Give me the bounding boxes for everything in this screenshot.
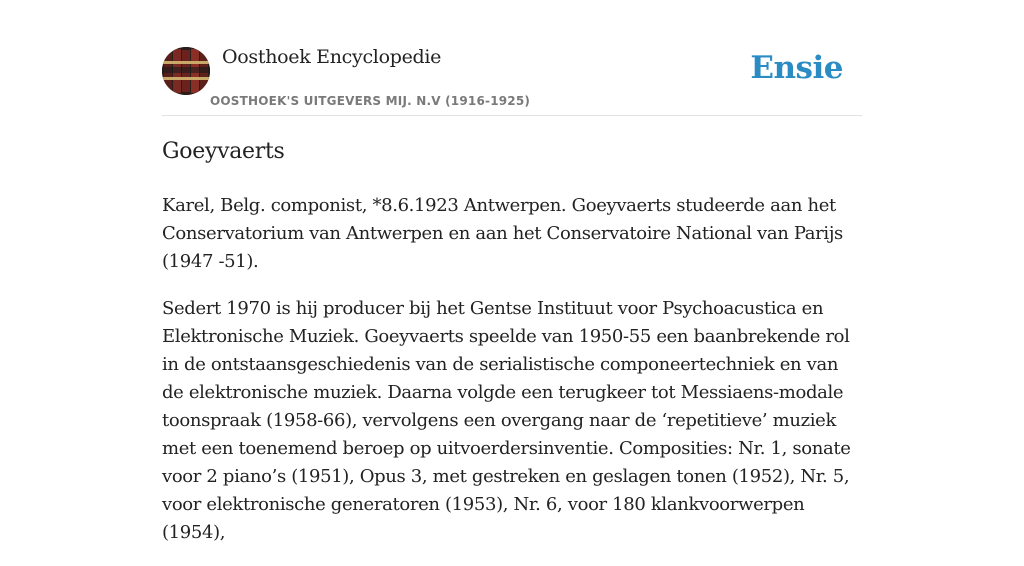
article-paragraph: Karel, Belg. componist, *8.6.1923 Antwerpen. Goeyvaerts studeerde aan het Conservatorium van Antwerpen en aan het Conservatoire National van Parijs (1947 -51). bbox=[162, 195, 843, 272]
article-body bbox=[162, 192, 862, 566]
site-name[interactable]: Oosthoek Encyclopedie bbox=[222, 46, 442, 68]
ensie-logo[interactable]: Ensie bbox=[750, 50, 843, 86]
article-paragraph: Sedert 1970 is hij producer bij het Gentse Instituut voor Psychoacustica en Elektronische Muziek. Goeyvaerts speelde van 1950-55 een baanbrekende rol in de ontstaansgeschiedenis van de serialistische componeertechniek en van de elektronische muziek. Daarna volgde een terugkeer tot Messiaens-modale toonspraak (1958-66), vervolgens een overgang naar de ‘repetitieve’ muziek met een toenemend beroep op uitvoerdersinventie. Composities: Nr. 1, sonate voor 2 piano’s (1951), Opus 3, met gestreken en geslagen tonen (1952), Nr. 5, voor elektronische generatoren (1953), Nr. 6, voor 180 klankvoorwerpen (1954), bbox=[162, 298, 851, 543]
header-divider bbox=[162, 115, 862, 116]
publisher-label: OOSTHOEK'S UITGEVERS MIJ. N.V (1916-1925) bbox=[210, 94, 531, 108]
book-spines-avatar-icon[interactable] bbox=[162, 47, 210, 95]
article-title: Goeyvaerts bbox=[162, 139, 285, 164]
